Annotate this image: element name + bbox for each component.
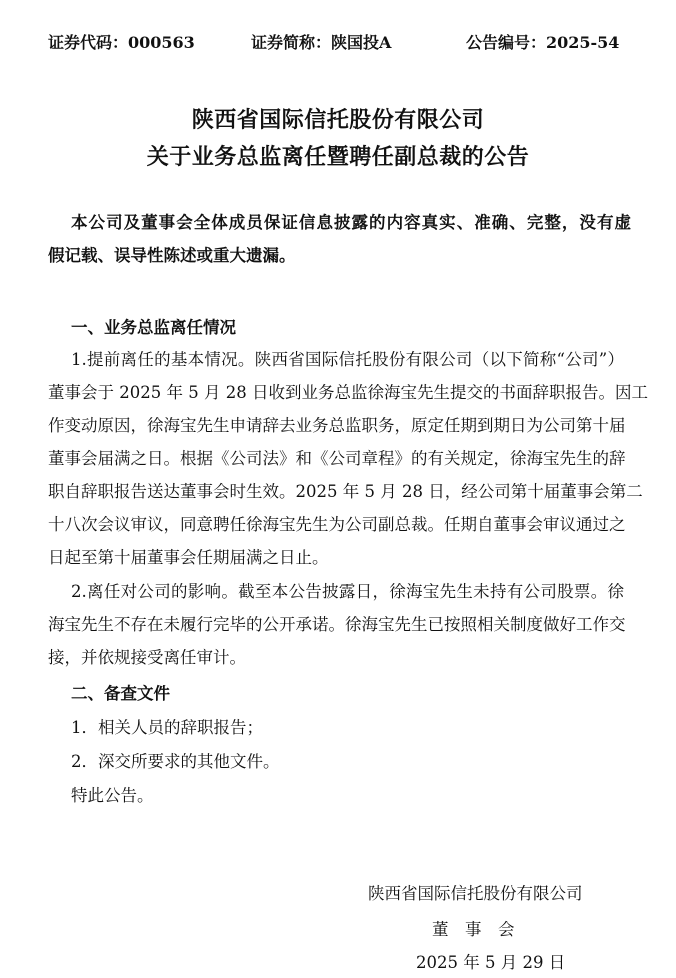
list-item: 1．相关人员的辞职报告； — [71, 718, 263, 737]
paragraph-line: 董事会于 2025 年 5 月 28 日收到业务总监徐海宝先生提交的书面辞职报告。因工 — [48, 383, 648, 402]
statement-line: 本公司及董事会全体成员保证信息披露的内容真实、准确、完整，没有虚 — [71, 213, 631, 232]
paragraph-line: 海宝先生不存在未履行完毕的公开承诺。徐海宝先生已按照相关制度做好工作交 — [48, 615, 626, 634]
list-item: 2．深交所要求的其他文件。 — [71, 752, 280, 771]
section-heading: 一、业务总监离任情况 — [71, 318, 236, 337]
stock-abbreviation: 证券简称：陕国投A — [251, 33, 392, 52]
stock-code: 证券代码：000563 — [48, 33, 195, 52]
closing-text: 特此公告。 — [71, 786, 154, 805]
paragraph-line: 十八次会议审议，同意聘任徐海宝先生为公司副总裁。任期自董事会审议通过之 — [48, 515, 626, 534]
paragraph-line: 日起至第十届董事会任期届满之日止。 — [48, 548, 329, 567]
paragraph-line: 董事会届满之日。根据《公司法》和《公司章程》的有关规定，徐海宝先生的辞 — [48, 449, 626, 468]
paragraph-line: 2.离任对公司的影响。截至本公告披露日，徐海宝先生未持有公司股票。徐 — [71, 582, 624, 601]
company-title: 陕西省国际信托股份有限公司 — [191, 107, 485, 133]
paragraph-line: 接，并依规接受离任审计。 — [48, 648, 246, 667]
announcement-number: 公告编号：2025-54 — [466, 33, 620, 52]
signature-date: 2025 年 5 月 29 日 — [416, 953, 566, 972]
signature-company: 陕西省国际信托股份有限公司 — [368, 884, 583, 903]
announcement-title: 关于业务总监离任暨聘任副总裁的公告 — [146, 144, 530, 170]
statement-line: 假记载、误导性陈述或重大遗漏。 — [48, 246, 296, 265]
paragraph-line: 1.提前离任的基本情况。陕西省国际信托股份有限公司（以下简称“公司”） — [71, 350, 624, 369]
signature-board: 董 事 会 — [432, 920, 515, 939]
paragraph-line: 职自辞职报告送达董事会时生效。2025 年 5 月 28 日，经公司第十届董事会第二 — [48, 482, 643, 501]
paragraph-line: 作变动原因，徐海宝先生申请辞去业务总监职务，原定任期到期日为公司第十届 — [48, 416, 626, 435]
section-heading: 二、备查文件 — [71, 684, 170, 703]
